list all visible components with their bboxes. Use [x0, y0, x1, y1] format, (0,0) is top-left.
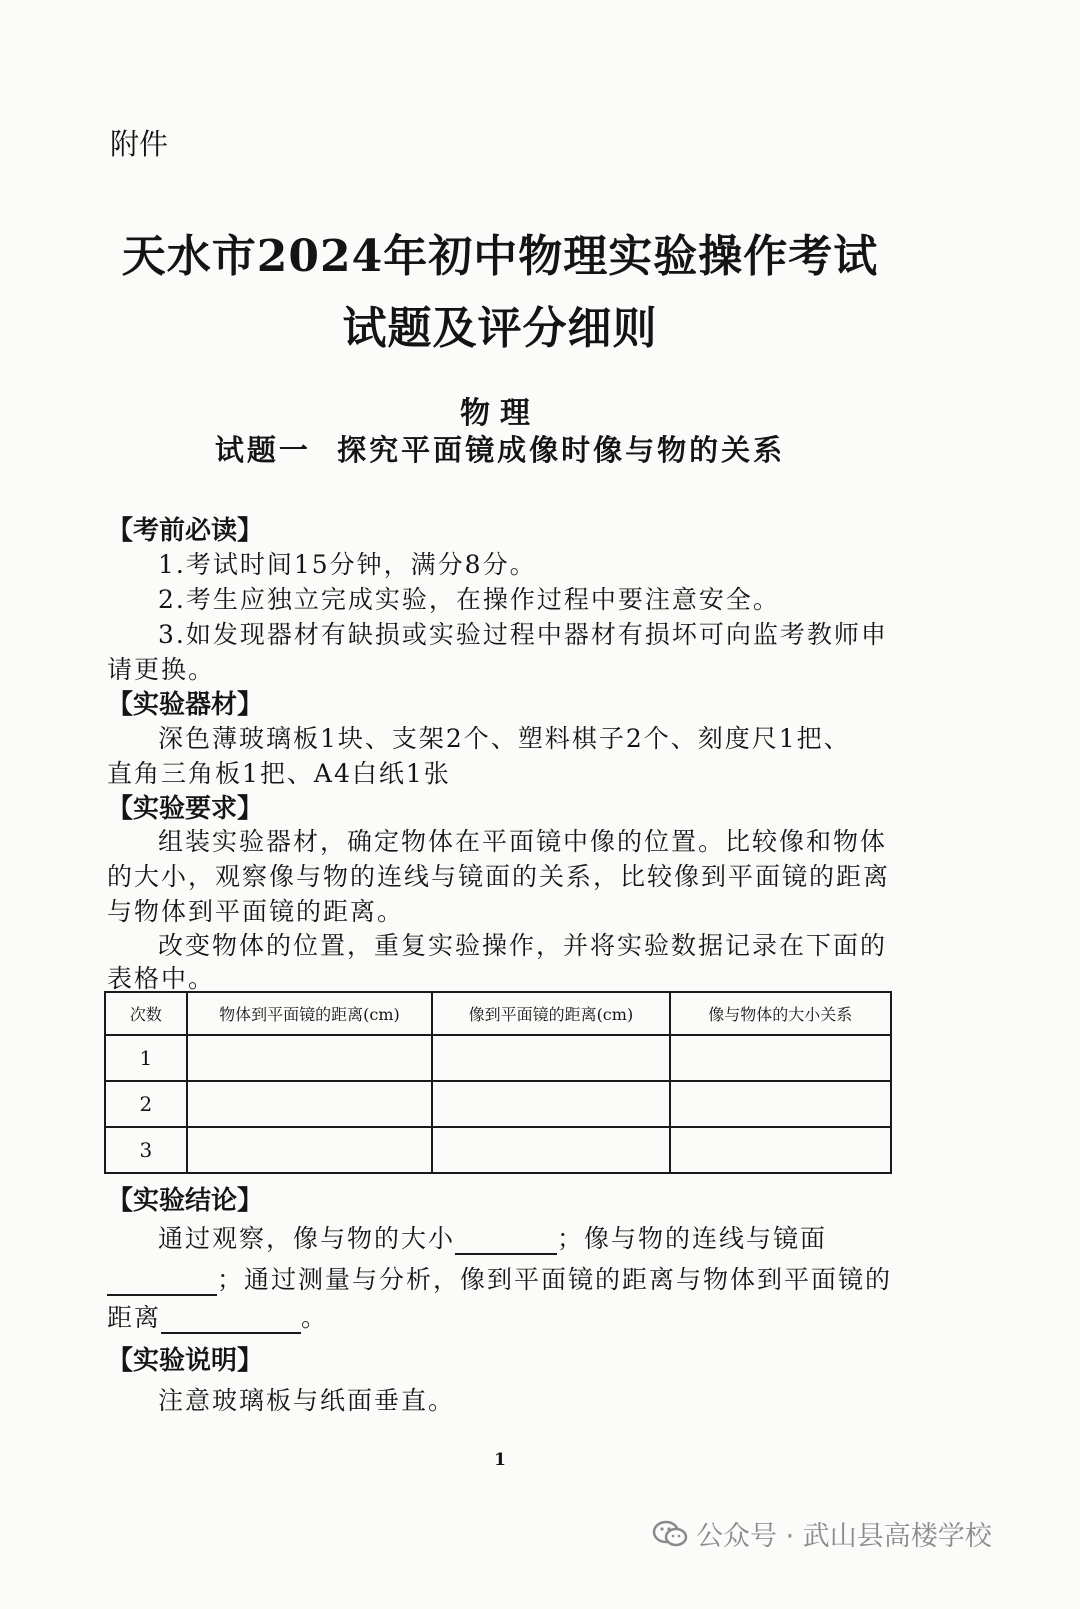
- data-table: [104, 991, 892, 1174]
- conclusion-line-1: [158, 1219, 827, 1255]
- pre-read-item-2: 2.考生应独立完成实验，在操作过程中要注意安全。: [158, 585, 780, 614]
- conclusion-line-3: [107, 1298, 328, 1334]
- conclusion-text-2: ；通过测量与分析，像到平面镜的距离与物体到平面镜的: [217, 1265, 893, 1294]
- conclusion-heading: 【实验结论】: [107, 1186, 264, 1216]
- requirements-line-2: 的大小，观察像与物的连线与镜面的关系，比较像到平面镜的距离: [107, 862, 891, 891]
- page-number: 1: [494, 1450, 506, 1470]
- requirements-heading: 【实验要求】: [107, 794, 264, 824]
- equipment-heading: 【实验器材】: [107, 690, 264, 720]
- table-cell[interactable]: [187, 1035, 432, 1081]
- conclusion-text-3a: 距离: [107, 1303, 162, 1332]
- answer-blank-line-relation[interactable]: [107, 1268, 217, 1296]
- answer-blank-distance[interactable]: [161, 1306, 301, 1334]
- pre-read-item-1: 1.考试时间15分钟，满分8分。: [158, 550, 537, 579]
- table-cell[interactable]: [187, 1127, 432, 1173]
- requirements-line-4: 改变物体的位置，重复实验操作，并将实验数据记录在下面的: [158, 931, 888, 960]
- pre-read-item-3-cont: 请更换。: [107, 655, 216, 684]
- requirements-line-3: 与物体到平面镜的距离。: [107, 897, 405, 926]
- attachment-label: 附件: [110, 127, 169, 161]
- conclusion-text-3b: 。: [301, 1303, 329, 1332]
- watermark-text: 公众号 · 武山县高楼学校: [696, 1521, 992, 1552]
- table-cell-count: 2: [105, 1081, 187, 1127]
- conclusion-text-1b: ；像与物的连线与镜面: [557, 1224, 828, 1253]
- table-row: [105, 1081, 891, 1127]
- table-header-row: [105, 992, 891, 1035]
- document-title-line1: 天水市2024年初中物理实验操作考试: [121, 231, 879, 282]
- wechat-icon: [652, 1519, 688, 1549]
- table-cell[interactable]: [432, 1127, 669, 1173]
- conclusion-line-2: [107, 1260, 892, 1296]
- answer-blank-size[interactable]: [455, 1227, 557, 1255]
- equipment-line-2: 直角三角板1把、A4白纸1张: [107, 759, 451, 788]
- conclusion-text-1a: 通过观察，像与物的大小: [158, 1224, 456, 1253]
- watermark: [652, 1514, 992, 1553]
- table-header-size-relation: 像与物体的大小关系: [670, 992, 891, 1035]
- table-row: [105, 1127, 891, 1173]
- question-title: 试题一 探究平面镜成像时像与物的关系: [214, 433, 786, 467]
- table-cell[interactable]: [670, 1035, 891, 1081]
- pre-read-item-3: 3.如发现器材有缺损或实验过程中器材有损坏可向监考教师申: [158, 620, 888, 649]
- requirements-line-5: 表格中。: [107, 964, 216, 993]
- document-title-line2: 试题及评分细则: [342, 303, 658, 354]
- requirements-line-1: 组装实验器材，确定物体在平面镜中像的位置。比较像和物体: [158, 827, 888, 856]
- pre-read-heading: 【考前必读】: [107, 516, 264, 546]
- subject-heading: 物理: [460, 396, 540, 431]
- table-cell[interactable]: [187, 1081, 432, 1127]
- table-header-object-distance: 物体到平面镜的距离(cm): [187, 992, 432, 1035]
- table-cell[interactable]: [670, 1127, 891, 1173]
- table-cell[interactable]: [670, 1081, 891, 1127]
- table-cell-count: 1: [105, 1035, 187, 1081]
- equipment-line-1: 深色薄玻璃板1块、支架2个、塑料棋子2个、刻度尺1把、: [158, 724, 851, 753]
- table-header-count: 次数: [105, 992, 187, 1035]
- table-row: [105, 1035, 891, 1081]
- notes-heading: 【实验说明】: [107, 1346, 264, 1376]
- table-cell-count: 3: [105, 1127, 187, 1173]
- notes-text: 注意玻璃板与纸面垂直。: [158, 1386, 456, 1415]
- table-header-image-distance: 像到平面镜的距离(cm): [432, 992, 669, 1035]
- table-cell[interactable]: [432, 1035, 669, 1081]
- table-cell[interactable]: [432, 1081, 669, 1127]
